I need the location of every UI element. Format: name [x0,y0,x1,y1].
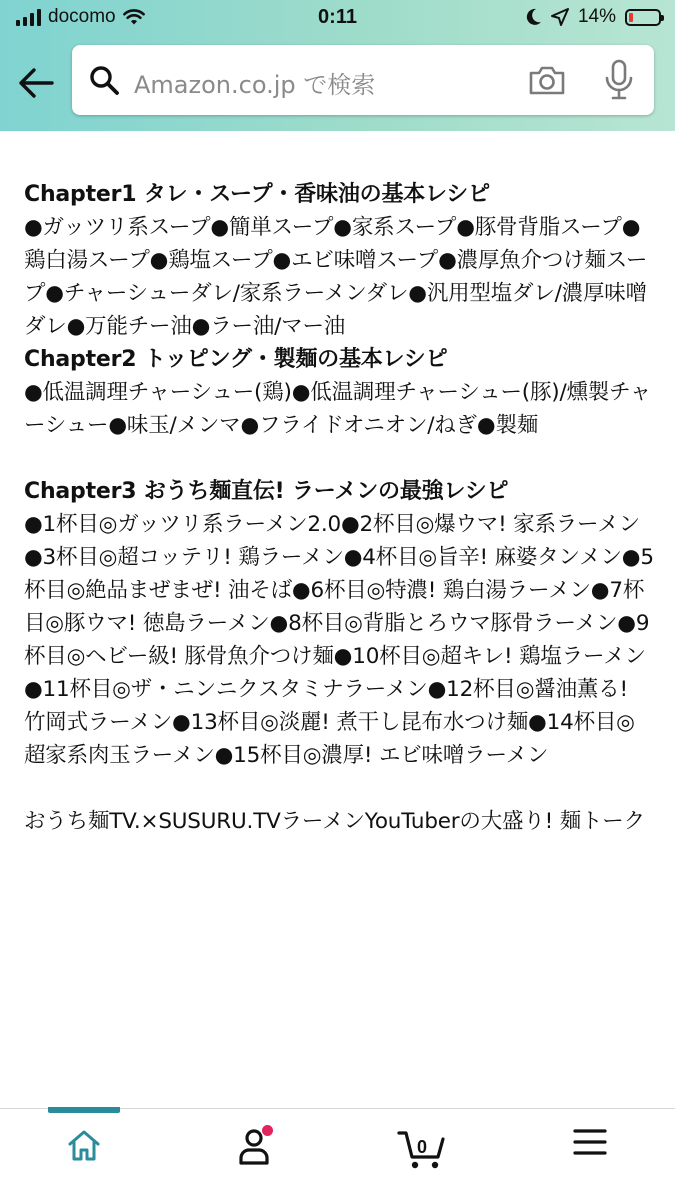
bottom-tab-bar [0,1108,675,1201]
microphone-icon[interactable] [602,59,636,101]
chapter1-title: Chapter1 タレ・スープ・香味油の基本レシピ [24,182,490,207]
battery-fill [629,13,633,22]
search-placeholder[interactable]: Amazon.co.jp で検索 [134,71,376,99]
camera-icon[interactable] [528,63,566,97]
status-bar [0,0,675,36]
tab-account[interactable] [224,1127,284,1187]
tab-menu[interactable] [560,1127,620,1187]
tab-home[interactable] [54,1127,114,1187]
battery-icon [625,9,661,26]
closing-text: おうち麺TV.×SUSURU.TVラーメンYouTuberの大盛り! 麺トーク [24,809,645,834]
header [0,0,675,131]
status-right [526,6,661,28]
chapter3-body: ●1杯目◎ガッツリ系ラーメン2.0●2杯目◎爆ウマ! 家系ラーメン●3杯目◎超コッテリ! 鶏ラーメン●4杯目◎旨辛! 麻婆タンメン●5杯目◎絶品まぜまぜ! 油そば●6杯目◎特濃! 鶏白湯ラーメン●7杯目◎豚ウマ! 徳島ラーメン●8杯目◎背脂とろウマ豚骨ラーメン●9杯目◎ヘビー級! 豚骨魚介つけ麺●10杯目◎超キレ! 鶏塩ラーメン●11杯目◎ザ・ニンニクスタミナラーメン●12杯目◎醤油薫る! 竹岡式ラーメン●13杯目◎淡麗! 煮干し昆布水つけ麺●14杯目◎超家系肉玉ラーメン●15杯目◎濃厚! エビ味噌ラーメン [24,512,654,768]
carrier-label: docomo [48,6,116,27]
chapter1-body: ●ガッツリ系スープ●簡単スープ●家系スープ●豚骨背脂スープ●鶏白湯スープ●鶏塩スープ●エビ味噌スープ●濃厚魚介つけ麺スープ●チャーシューダレ/家系ラーメンダレ●汎用型塩ダレ/濃厚味噌ダレ●万能チー油●ラー油/マー油 [24,215,648,339]
chapter2-title: Chapter2 トッピング・製麺の基本レシピ [24,347,448,372]
hamburger-menu-icon [572,1127,608,1157]
notification-dot [262,1125,273,1136]
tab-cart[interactable] [392,1127,452,1187]
chapter2-body: ●低温調理チャーシュー(鶏)●低温調理チャーシュー(豚)/燻製チャーシュー●味玉/メンマ●フライドオニオン/ねぎ●製麺 [24,380,652,438]
search-bar[interactable] [72,45,654,115]
active-tab-indicator [48,1107,120,1113]
product-description [24,178,654,838]
moon-icon [526,8,542,26]
spacer [24,442,654,475]
location-arrow-icon [551,8,569,26]
back-arrow-icon[interactable] [18,66,56,100]
home-icon [66,1127,102,1163]
status-time: 0:11 [318,6,357,28]
cart-count: 0 [416,1137,427,1157]
spacer [24,772,654,805]
battery-percent: 14% [577,6,616,27]
search-icon [88,64,120,96]
chapter3-title: Chapter3 おうち麺直伝! ラーメンの最強レシピ [24,479,509,504]
